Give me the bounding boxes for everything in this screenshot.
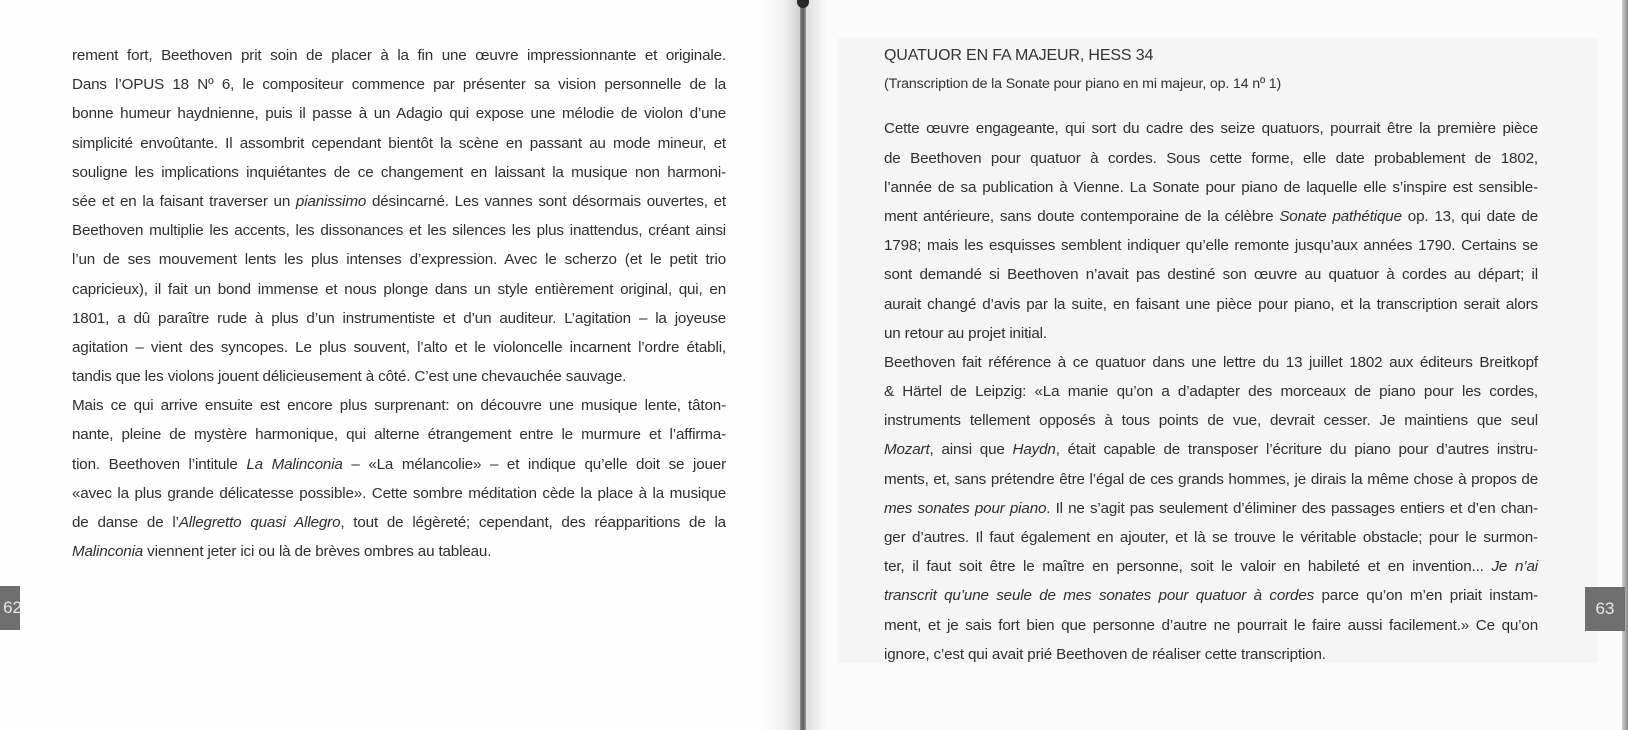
italic-text: La Malinconia — [246, 455, 343, 473]
text-line — [72, 129, 726, 158]
text-run: ment antérieure, sans doute contemporaine de la célèbre — [884, 207, 1280, 225]
text-line — [884, 523, 1538, 552]
text-run: aurait changé d’avis par la suite, en faisant une pièce pour piano, et la transcription serait alors — [884, 295, 1538, 313]
text-run: rement fort, Beethoven prit soin de placer à la fin une œuvre impressionnante et originale. — [72, 47, 726, 64]
text-run: ments, et, sans prétendre être l’égal de ces grands hommes, je dirais la même chose à propos de — [884, 470, 1538, 488]
text-line — [72, 391, 726, 420]
text-run: & Härtel de Leipzig: «La manie qu’on a d’adapter des morceaux de piano pour les cordes, — [884, 383, 1538, 401]
text-run: . Il ne s’agit pas seulement d’éliminer des passages entiers et d’en chan- — [1046, 499, 1538, 517]
text-run: «avec la plus grande délicatesse possible». Cette sombre méditation cède la place à la musique — [72, 484, 726, 502]
text-line — [884, 290, 1538, 319]
text-run: , était capable de transposer l’écriture du piano pour d’autres instru- — [1055, 441, 1539, 459]
text-line — [72, 508, 726, 537]
italic-text: Mozart — [884, 441, 930, 459]
italic-text: Malinconia — [72, 543, 144, 561]
text-run: ter, il faut soit être le maître en personne, soit le valoir en habileté et en invention... — [884, 558, 1492, 576]
text-line — [72, 537, 726, 566]
italic-text: Je n’ai — [1491, 558, 1538, 576]
page-number-right: 63 — [1595, 599, 1615, 618]
page-number-tab-left — [0, 586, 20, 630]
text-line — [884, 406, 1538, 435]
text-run: Mais ce qui arrive ensuite est encore plus surprenant: on découvre une musique lente, tâton- — [72, 397, 726, 415]
text-run: 1798; mais les esquisses semblent indiquer qu’elle remonte jusqu’aux années 1790. Certains se — [884, 237, 1538, 255]
text-line — [72, 333, 726, 362]
text-run: l’année de sa publication à Vienne. La Sonate pour piano de laquelle elle s’inspire est sensible- — [884, 178, 1538, 196]
text-run: ignore, c’est qui avait prié Beethoven de réaliser cette transcription. — [884, 645, 1326, 663]
text-line — [884, 552, 1538, 581]
text-run: tandis que les violons jouent délicieusement à côté. C’est une chevauchée sauvage. — [72, 368, 627, 386]
text-line — [884, 173, 1538, 202]
text-line — [72, 479, 726, 508]
text-run: sée et en la faisant traverser un — [72, 192, 296, 210]
right-page-paragraphs — [884, 114, 1538, 669]
text-line — [72, 275, 726, 304]
text-line — [884, 611, 1538, 640]
text-run: souligne les implications inquiétantes de ce changement en laissant la musique non harmoni- — [72, 163, 726, 181]
text-run: sont demandé si Beethoven n’avait pas destiné son œuvre au quatuor à cordes au départ; il — [884, 266, 1538, 284]
text-line — [72, 420, 726, 449]
text-run: bonne humeur haydnienne, puis il passe à un Adagio qui expose une mélodie de violon d’une — [72, 105, 726, 123]
italic-text: transcrit qu’une seule de mes sonates pour quatuor à cordes — [884, 587, 1315, 605]
italic-text: mes sonates pour piano — [884, 499, 1047, 517]
text-run: de danse de l’ — [72, 514, 179, 531]
text-line — [884, 114, 1538, 143]
text-line — [72, 187, 726, 216]
page-number-tab-right — [1585, 587, 1625, 631]
italic-text: Allegretto quasi Allegro — [178, 514, 341, 531]
text-line — [884, 231, 1538, 260]
text-run: de Beethoven pour quatuor à cordes. Sous cette forme, elle date probablement de 1802, — [884, 149, 1538, 167]
text-run: agitation – vient des syncopes. Le plus souvent, l’alto et le violoncelle incarnent l’ordre établi, — [72, 338, 726, 356]
text-line — [72, 362, 726, 391]
text-run: op. 13, qui date de — [1401, 207, 1539, 225]
text-run: , ainsi que — [929, 441, 1013, 459]
text-line — [884, 494, 1538, 523]
text-run: viennent jeter ici ou là de brèves ombres au tableau. — [143, 543, 492, 561]
text-line — [884, 260, 1538, 289]
text-line — [884, 640, 1538, 669]
text-run: nante, pleine de mystère harmonique, qui alterne étrangement entre le murmure et l’affirma- — [72, 426, 726, 444]
section-gap — [884, 99, 1538, 114]
text-run: , tout de légèreté; cependant, des réapparitions de la — [340, 514, 726, 531]
left-page-body — [72, 41, 726, 566]
text-line — [72, 245, 726, 274]
italic-text: Haydn — [1012, 441, 1056, 459]
text-line — [72, 70, 726, 99]
text-run: un retour au projet initial. — [884, 324, 1047, 342]
text-run: – «La mélancolie» – et indique qu’elle doit se jouer — [342, 455, 726, 473]
text-run: Cette œuvre engageante, qui sort du cadre des seize quatuors, pourrait être la première pièce — [884, 120, 1538, 138]
right-page-body — [884, 41, 1538, 669]
text-line — [884, 377, 1538, 406]
section-subtitle: (Transcription de la Sonate pour piano en mi majeur, op. 14 nº 1) — [884, 76, 1282, 93]
section-title: QUATUOR EN FA MAJEUR, HESS 34 — [884, 47, 1154, 64]
text-run: l’un de ses mouvement lents les plus intenses d’expression. Avec le scherzo (et le petit trio — [72, 251, 726, 269]
italic-text: Sonate pathétique — [1279, 207, 1402, 225]
text-run: ment, et je sais fort bien que personne d’autre ne pourrait le faire aussi facilement.» Ce qu’on — [884, 616, 1538, 634]
text-run: 1801, a dû paraître rude à plus d’un instrumentiste et d’un auditeur. L’agitation – la joyeuse — [72, 309, 726, 327]
text-line — [72, 158, 726, 187]
text-line — [72, 304, 726, 333]
text-run: Beethoven fait référence à ce quatuor dans une lettre du 13 juillet 1802 aux éditeurs Breitkopf — [884, 353, 1538, 371]
italic-text: pianissimo — [295, 192, 367, 210]
text-line — [884, 465, 1538, 494]
text-line — [884, 435, 1538, 464]
text-run: Dans l’OPUS 18 Nº 6, le compositeur commence par présenter sa vision personnelle de la — [72, 76, 726, 94]
gutter-shadow-right — [806, 0, 826, 730]
text-run: instruments tellement opposés à tous points de vue, devrait cesser. Je maintiens que seul — [884, 412, 1538, 430]
text-line — [72, 99, 726, 128]
text-run: tion. Beethoven l’intitule — [72, 455, 247, 473]
text-line — [72, 41, 726, 70]
page-number-left: 62 — [3, 598, 22, 617]
text-line — [884, 581, 1538, 610]
text-line — [884, 202, 1538, 231]
text-line — [72, 216, 726, 245]
gutter-shadow — [760, 0, 804, 730]
text-line — [884, 348, 1538, 377]
text-line — [72, 450, 726, 479]
text-line — [884, 144, 1538, 173]
text-run: Beethoven multiplie les accents, les dissonances et les silences les plus inattendus, créant ainsi — [72, 222, 726, 240]
text-run: désincarné. Les vannes sont désormais ouvertes, et — [366, 192, 726, 210]
text-line — [884, 319, 1538, 348]
text-run: simplicité envoûtante. Il assombrit cependant bientôt la scène en passant au mode mineur, et — [72, 134, 726, 152]
text-run: parce qu’on m’en priait instam- — [1314, 587, 1538, 605]
text-run: ger d’autres. Il faut également en ajouter, et là se trouve le véritable obstacle; pour le surmon- — [884, 529, 1538, 546]
text-run: capricieux), il fait un bond immense et nous plonge dans un style entièrement original, qui, en — [72, 280, 726, 298]
